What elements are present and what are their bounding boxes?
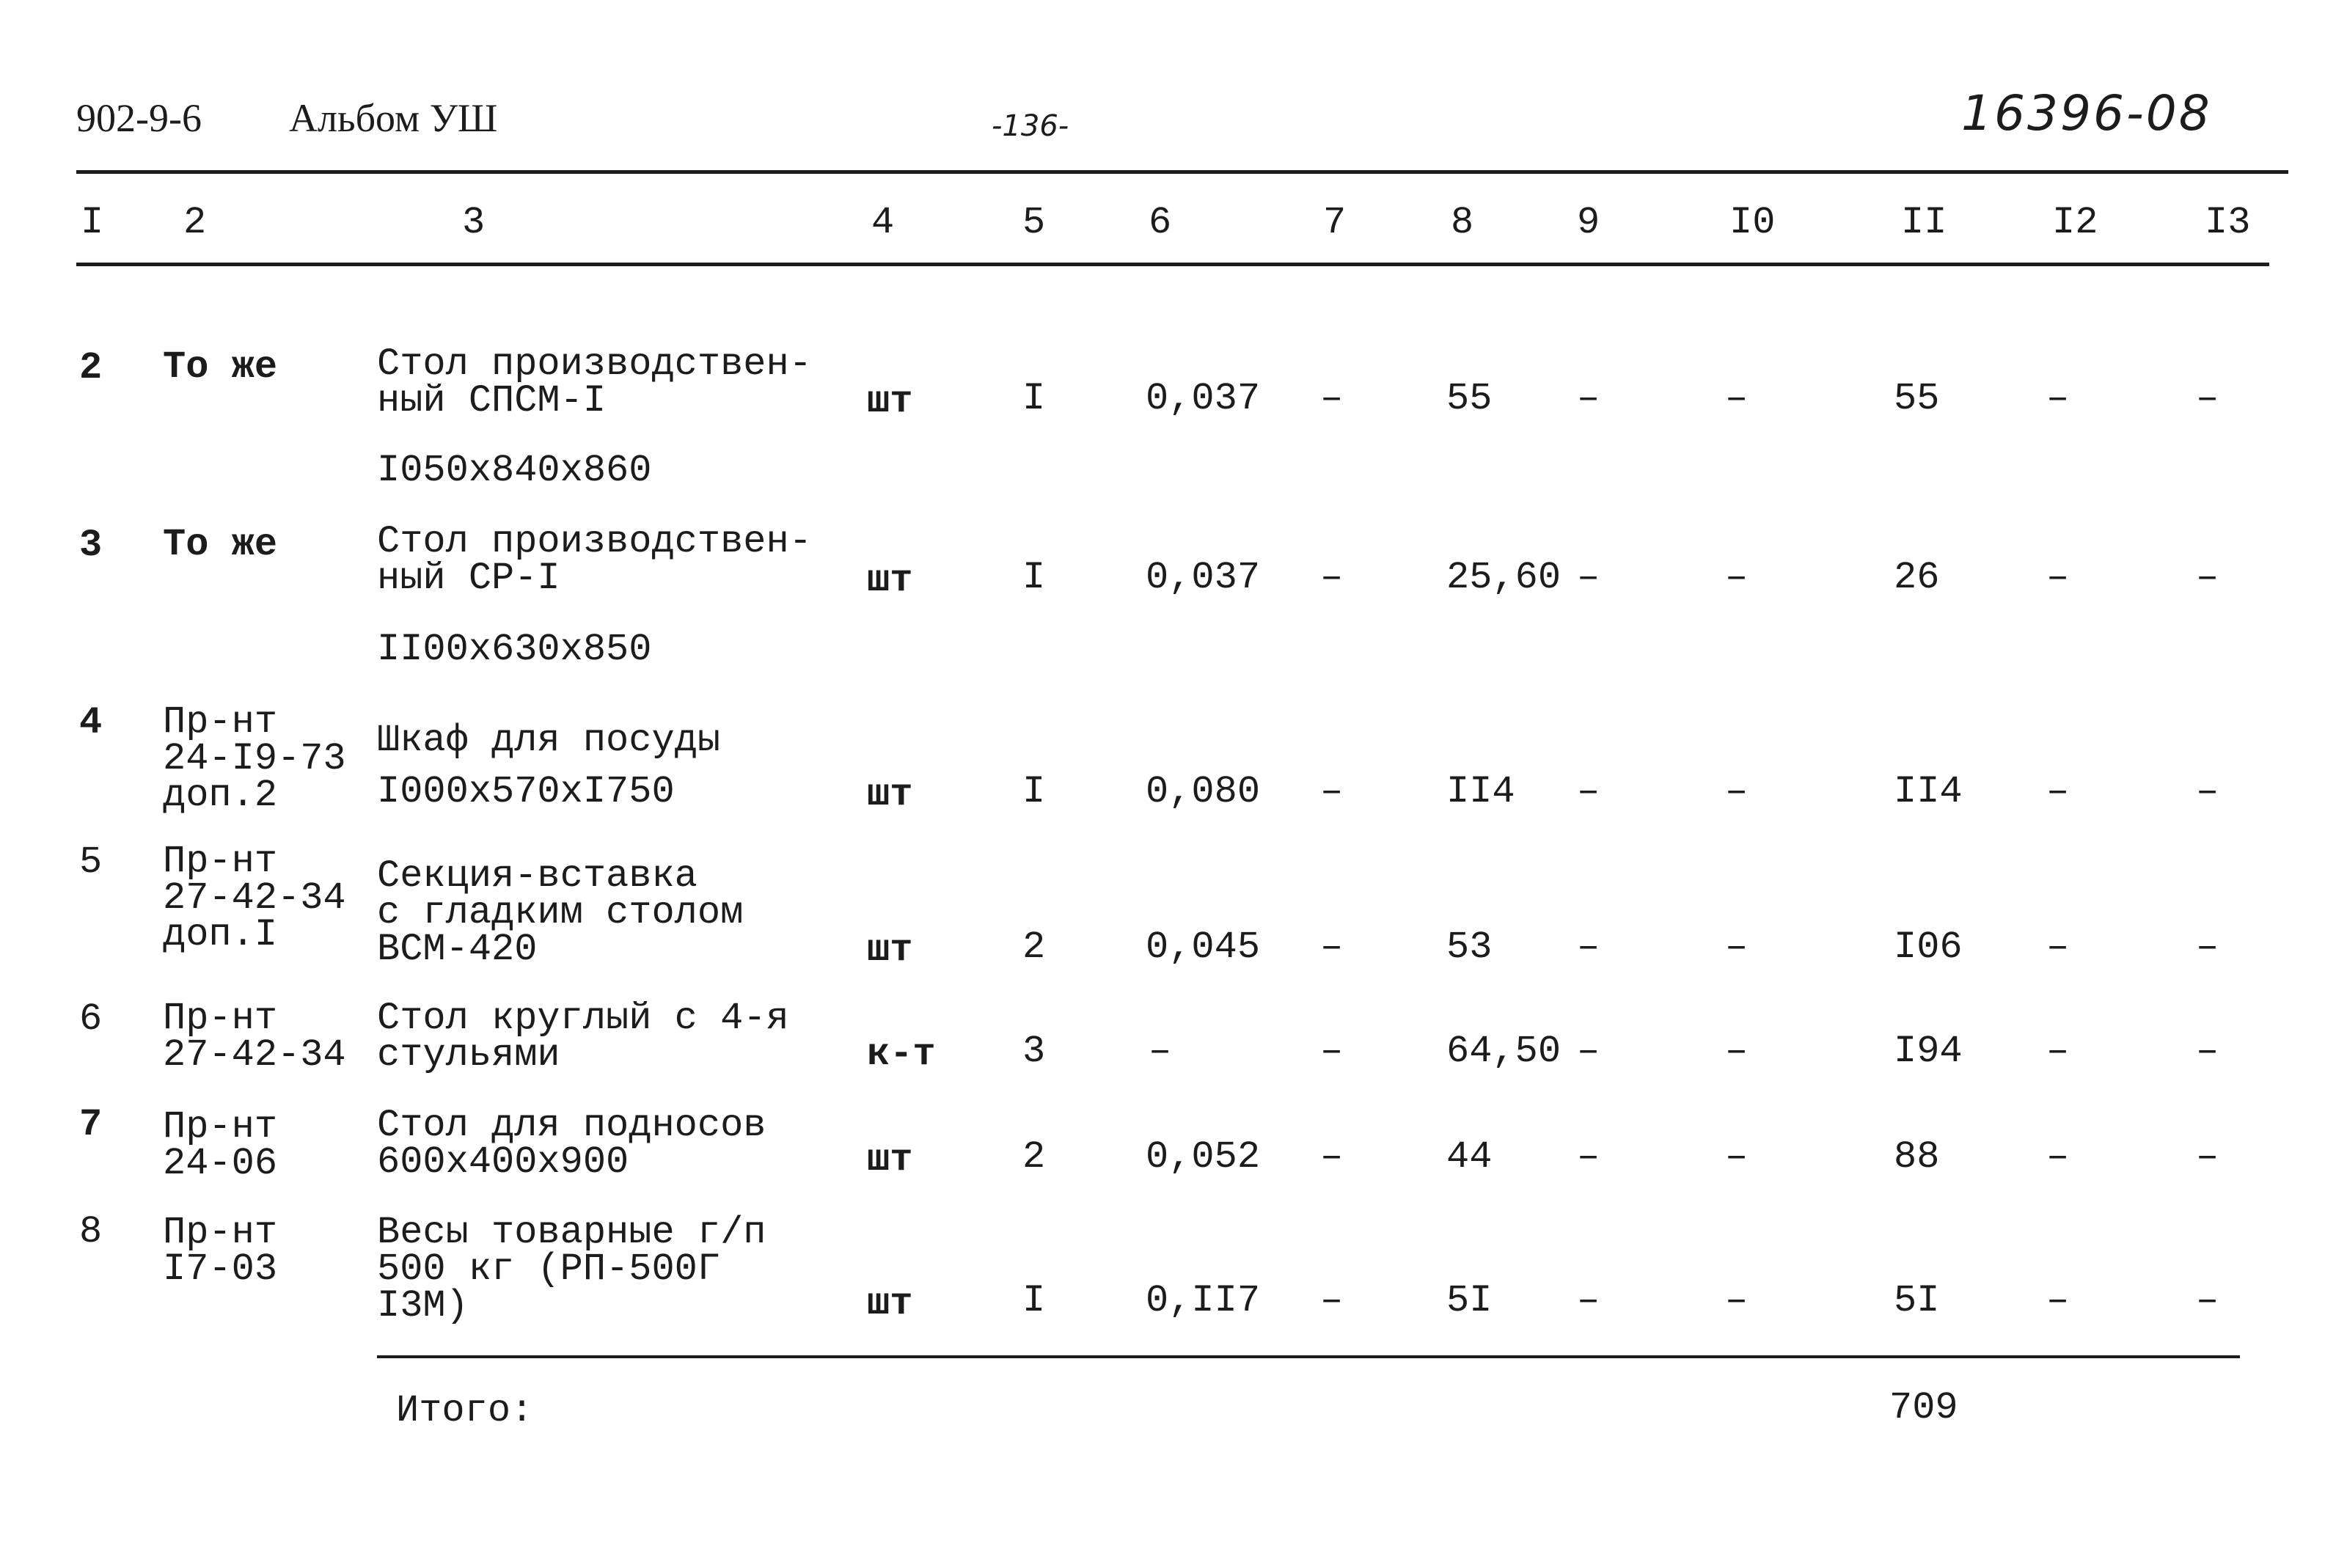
row-number: 3 [79, 524, 103, 567]
row-col-7: – [1320, 377, 1344, 420]
row-col-9: – [1577, 377, 1600, 420]
row-col-10: – [1725, 1279, 1749, 1322]
page-number: -136- [992, 109, 1069, 143]
row-col-6: 0,037 [1146, 556, 1261, 599]
row-col-8: 44 [1446, 1135, 1493, 1179]
row-col-6: – [1149, 1030, 1172, 1073]
column-header-1: I [81, 201, 104, 244]
row-item-name: Стол для подносов 600x400x900 [377, 1104, 766, 1184]
row-col-11: II4 [1894, 770, 1963, 813]
row-col-12: – [2046, 1030, 2070, 1073]
row-item-name: Весы товарные г/п 500 кг (РП-500Г I3М) [377, 1211, 766, 1327]
row-col-13: – [2196, 1030, 2219, 1073]
row-col-7: – [1320, 556, 1344, 599]
row-col-12: – [2046, 770, 2070, 813]
row-col-13: – [2196, 556, 2219, 599]
row-col-7: – [1320, 1135, 1344, 1179]
row-quantity: I [1022, 556, 1046, 599]
row-col-12: – [2046, 1135, 2070, 1179]
column-header-11: II [1901, 201, 1947, 244]
row-col-12: – [2046, 377, 2070, 420]
row-col-11: 55 [1894, 377, 1940, 420]
row-item-name: Стол производствен- ный СПСМ-I [377, 342, 812, 422]
row-reference: Пр-нт 27-42-34 [163, 997, 346, 1077]
row-quantity: I [1022, 770, 1046, 813]
row-col-9: – [1577, 770, 1600, 813]
row-number: 2 [79, 346, 103, 389]
row-col-10: – [1725, 556, 1749, 599]
row-unit: шт [867, 380, 913, 423]
row-col-11: 26 [1894, 556, 1940, 599]
row-item-name: Секция-вставка с гладким столом ВСМ-420 [377, 854, 744, 971]
row-col-9: – [1577, 1135, 1600, 1179]
row-col-6: 0,080 [1146, 770, 1261, 813]
row-item-size: I000x570xI750 [377, 770, 675, 813]
header-rule-top [76, 170, 2288, 174]
row-col-11: I94 [1894, 1030, 1963, 1073]
row-col-9: – [1577, 556, 1600, 599]
row-number: 4 [79, 701, 103, 744]
header-rule-bottom [76, 263, 2269, 266]
row-col-9: – [1577, 926, 1600, 969]
row-col-7: – [1320, 1279, 1344, 1322]
row-col-13: – [2196, 926, 2219, 969]
row-item-size: I050x840x860 [377, 449, 652, 492]
totals-rule [377, 1355, 2240, 1358]
column-header-4: 4 [871, 201, 895, 244]
row-quantity: 2 [1022, 1135, 1046, 1179]
row-quantity: I [1022, 1279, 1046, 1322]
row-reference: Пр-нт 27-42-34 доп.I [163, 840, 346, 956]
row-col-9: – [1577, 1030, 1600, 1073]
row-col-13: – [2196, 1135, 2219, 1179]
row-col-10: – [1725, 1135, 1749, 1179]
row-col-11: I06 [1894, 926, 1963, 969]
row-col-13: – [2196, 377, 2219, 420]
row-quantity: 2 [1022, 926, 1046, 969]
row-col-10: – [1725, 377, 1749, 420]
row-col-8: 53 [1446, 926, 1493, 969]
row-number: 8 [79, 1210, 103, 1253]
row-item-size: II00x630x850 [377, 628, 652, 671]
row-unit: шт [867, 1138, 913, 1182]
row-col-12: – [2046, 926, 2070, 969]
row-col-10: – [1725, 1030, 1749, 1073]
document-number: 16396-08 [1961, 85, 2212, 142]
column-header-6: 6 [1149, 201, 1172, 244]
total-value: 709 [1889, 1386, 1958, 1429]
row-reference: Пр-нт 24-I9-73 доп.2 [163, 700, 346, 817]
row-col-13: – [2196, 770, 2219, 813]
row-number: 5 [79, 840, 103, 884]
row-unit: шт [867, 559, 913, 602]
row-col-8: 25,60 [1446, 556, 1561, 599]
row-col-12: – [2046, 1279, 2070, 1322]
row-col-6: 0,037 [1146, 377, 1261, 420]
row-number: 6 [79, 997, 103, 1041]
column-header-9: 9 [1577, 201, 1600, 244]
column-header-8: 8 [1451, 201, 1474, 244]
row-item-name: Стол производствен- ный СР-I [377, 520, 812, 600]
row-col-6: 0,045 [1146, 926, 1261, 969]
row-col-8: II4 [1446, 770, 1515, 813]
row-unit: шт [867, 773, 913, 816]
document-code: 902-9-6 [76, 96, 202, 140]
total-label: Итого: [396, 1389, 534, 1432]
column-header-5: 5 [1022, 201, 1046, 244]
row-col-7: – [1320, 926, 1344, 969]
row-item-name: Шкаф для посуды [377, 719, 721, 762]
row-reference: Пр-нт I7-03 [163, 1211, 278, 1291]
row-unit: шт [867, 1282, 913, 1325]
row-quantity: 3 [1022, 1030, 1046, 1073]
row-item-name: Стол круглый с 4-я стульями [377, 997, 789, 1077]
row-col-9: – [1577, 1279, 1600, 1322]
row-col-13: – [2196, 1279, 2219, 1322]
row-quantity: I [1022, 377, 1046, 420]
column-header-2: 2 [183, 201, 207, 244]
row-reference: Пр-нт 24-06 [163, 1105, 278, 1185]
row-unit: шт [867, 928, 913, 972]
row-col-10: – [1725, 770, 1749, 813]
row-col-11: 5I [1894, 1279, 1940, 1322]
row-col-7: – [1320, 1030, 1344, 1073]
row-col-8: 64,50 [1446, 1030, 1561, 1073]
row-unit: к-т [867, 1033, 936, 1076]
column-header-13: I3 [2205, 201, 2251, 244]
row-col-8: 5I [1446, 1279, 1493, 1322]
album-label: Альбом УШ [289, 96, 498, 140]
row-col-11: 88 [1894, 1135, 1940, 1179]
column-header-7: 7 [1323, 201, 1347, 244]
row-col-12: – [2046, 556, 2070, 599]
row-col-8: 55 [1446, 377, 1493, 420]
row-reference: То же [163, 345, 278, 389]
row-col-6: 0,052 [1146, 1135, 1261, 1179]
column-header-12: I2 [2052, 201, 2098, 244]
row-col-10: – [1725, 926, 1749, 969]
row-col-7: – [1320, 770, 1344, 813]
column-header-10: I0 [1729, 201, 1776, 244]
row-reference: То же [163, 523, 278, 566]
row-number: 7 [79, 1103, 103, 1146]
column-header-3: 3 [462, 201, 486, 244]
row-col-6: 0,II7 [1146, 1279, 1261, 1322]
